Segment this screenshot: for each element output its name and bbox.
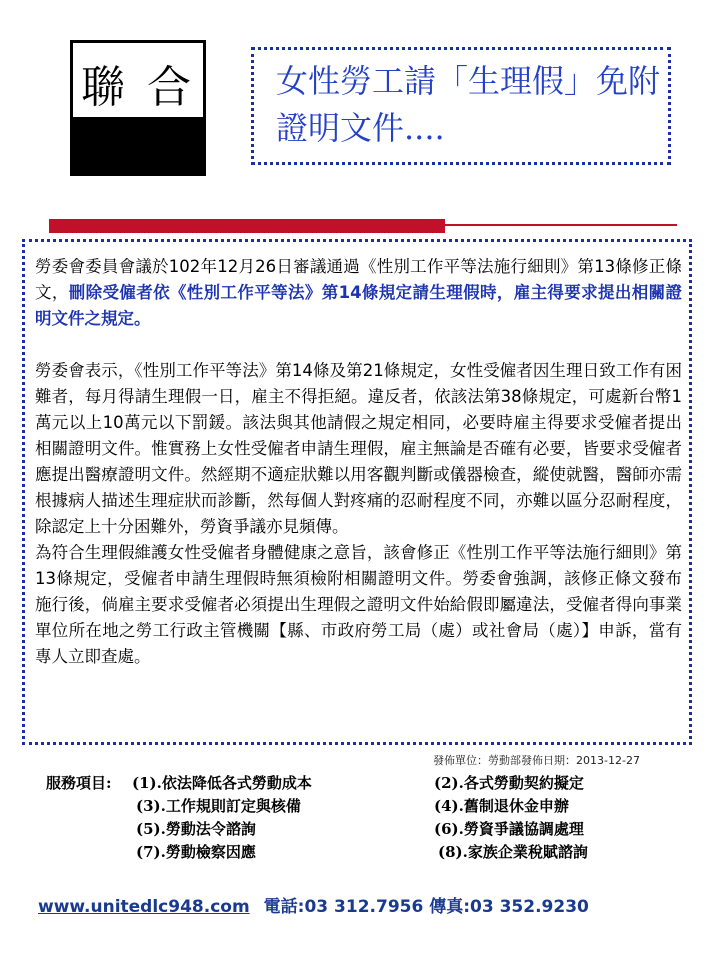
- logo-black-band: [73, 117, 203, 173]
- services-label: 服務項目:: [46, 774, 112, 792]
- service-item-5: (5).勞動法令諮詢: [136, 820, 256, 838]
- paragraph-1-highlight: 刪除受僱者依《性別工作平等法》第14條規定請生理假時，雇主得要求提出相關證明文件之規定。: [35, 283, 682, 328]
- paragraph-2: 勞委會表示，《性別工作平等法》第14條及第21條規定，女性受僱者因生理日致工作有困難者，每月得請生理假一日，雇主不得拒絕。違反者，依該法第38條規定，可處新台幣1萬元以上10萬元以下罰鍰。該法與其他請假之規定相同，必要時雇主得要求受僱者提出相關證明文件。惟實務上女性受僱者申請生理假，雇主無論是否確有必要，皆要求受僱者應提出醫療證明文件。然經期不適症狀難以用客觀判斷或儀器檢查，縱使就醫，醫師亦需根據病人描述生理症狀而診斷，然每個人對疼痛的忍耐程度不同，亦難以區分忍耐程度，除認定上十分困難外，勞資爭議亦見頻傳。: [35, 361, 682, 536]
- page-title: 女性勞工請「生理假」免附證明文件....: [276, 62, 661, 147]
- publisher-info: 發佈單位：勞動部發佈日期：2013-12-27: [433, 754, 640, 767]
- logo: [70, 40, 206, 176]
- service-item-4: (4).舊制退休金申辦: [434, 797, 569, 815]
- website-link[interactable]: www.unitedlc948.com: [38, 897, 250, 917]
- red-divider-thin: [445, 224, 677, 226]
- footer: [38, 892, 589, 917]
- paragraph-1: [35, 254, 682, 332]
- contact-info: 電話:03 312.7956 傳真:03 352.9230: [263, 897, 589, 917]
- paragraph-1-plain: 勞委會委員會議於102年12月26日審議通過《性別工作平等法施行細則》第13條修正條文，: [35, 257, 682, 302]
- service-item-6: (6).勞資爭議協調處理: [434, 820, 584, 838]
- title-box: [251, 47, 671, 165]
- service-item-3: (3).工作規則訂定與核備: [136, 797, 301, 815]
- paragraph-gap: [35, 332, 682, 358]
- paragraph-3: 為符合生理假維護女性受僱者身體健康之意旨，該會修正《性別工作平等法施行細則》第13條規定，受僱者申請生理假時無須檢附相關證明文件。勞委會強調，該修正條文發布施行後，倘雇主要求受僱者必須提出生理假之證明文件始給假即屬違法，受僱者得向事業單位所在地之勞工行政主管機關【縣、市政府勞工局（處）或社會局（處）】申訴，當有專人立即查處。: [35, 543, 682, 666]
- service-item-2: (2).各式勞動契約擬定: [434, 774, 584, 792]
- service-item-7: (7).勞動檢察因應: [136, 843, 256, 861]
- article-text: [35, 254, 682, 670]
- logo-text: 聯 合: [81, 62, 195, 113]
- service-item-8: (8).家族企業稅賦諮詢: [438, 843, 588, 861]
- service-item-1: (1).依法降低各式勞動成本: [132, 774, 312, 792]
- article-box: [22, 239, 692, 745]
- red-divider-thick: [49, 219, 445, 233]
